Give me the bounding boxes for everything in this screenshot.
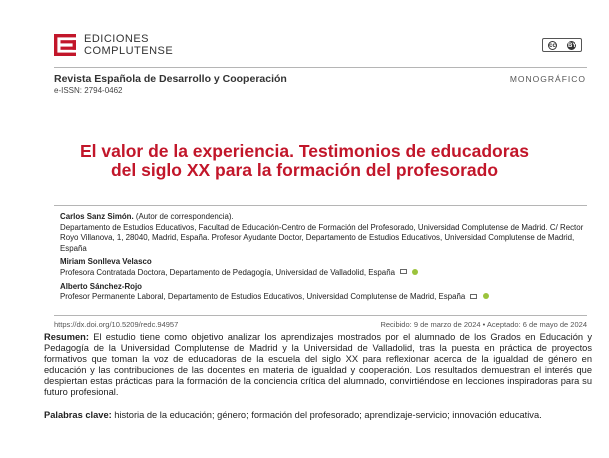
author-name: Miriam Sonlleva Velasco: [60, 257, 152, 267]
mail-icon[interactable]: [470, 294, 477, 299]
authors-divider-top: [54, 205, 587, 206]
doi-link[interactable]: https://dx.doi.org/10.5209/redc.94957: [54, 320, 179, 329]
author-affiliation: Profesora Contratada Doctora, Departamento de Pedagogía, Universidad de Valladolid, España: [60, 267, 395, 277]
publisher-line1: EDICIONES: [84, 33, 150, 45]
journal-name: Revista Española de Desarrollo y Cooperación: [54, 73, 287, 85]
author-name: Alberto Sánchez-Rojo: [60, 281, 142, 291]
authors-divider-bottom: [54, 315, 587, 316]
author-affiliation: Profesor Permanente Laboral, Departamento de Estudios Educativos, Universidad Complutense de Madrid, España: [60, 292, 466, 302]
publisher-name: [84, 33, 173, 57]
orcid-icon[interactable]: [412, 269, 418, 275]
publisher-line2: COMPLUTENSE: [84, 45, 174, 57]
author-note: (Autor de correspondencia).: [133, 212, 234, 221]
abstract-label: Resumen:: [44, 332, 89, 342]
author-affiliation: Departamento de Estudios Educativos, Facultad de Educación-Centro de Formación del Profesorado, Universidad Complutense de Madrid. C/ Rector Royo Villanova, 1, 28040, Madrid, España. Profesor Ayudante Doctor, Departamento de Estudios Educativos, Universidad Complutense de Madrid, España: [60, 222, 584, 253]
attribution-icon: BY: [568, 42, 577, 49]
orcid-icon[interactable]: [483, 293, 489, 299]
article-title-line2: del siglo XX para la formación del profesorado: [110, 160, 499, 180]
author-entry: [60, 212, 590, 254]
received-accepted-dates: Recibido: 9 de marzo de 2024 • Aceptado: 6 de mayo de 2024: [380, 320, 587, 329]
authors-block: [60, 212, 590, 306]
abstract: [44, 332, 592, 398]
ediciones-complutense-logo-icon: [54, 34, 76, 56]
article-title-line1: El valor de la experiencia. Testimonios de educadoras: [79, 141, 529, 161]
mail-icon[interactable]: [400, 269, 407, 274]
author-entry: [60, 282, 590, 303]
author-entry: [60, 257, 590, 278]
article-title: [30, 142, 579, 180]
author-name: Carlos Sanz Simón.: [60, 212, 134, 221]
header-divider: [54, 67, 587, 68]
keywords-label: Palabras clave:: [44, 410, 112, 420]
section-label: MONOGRÁFICO: [509, 74, 586, 84]
keywords-text: historia de la educación; género; formación del profesorado; aprendizaje-servicio; innovación educativa.: [111, 410, 542, 420]
abstract-text: El estudio tiene como objetivo analizar los aprendizajes mostrados por el alumnado de los Grados en Educación y Pedagogía de la Universidad Complutense de Madrid y la Universidad de Valladolid, tras la puesta en práctica de proyectos formativos que toman la voz de educadoras de la escuela del siglo XX para reflexionar acerca de la igualdad de género en educación y las contribuciones de las docentes en materia de igualdad y cooperación. Los resultados demuestran el interés que despiertan estas prácticas para la formación de la conciencia crítica del alumnado, convirtiéndose en lecciones inspiradoras para su futuro profesional.: [44, 332, 592, 397]
cc-license-badge[interactable]: [542, 38, 582, 52]
cc-icon: cc: [549, 42, 556, 49]
journal-issn: e-ISSN: 2794-0462: [54, 86, 123, 95]
keywords: [44, 410, 592, 421]
